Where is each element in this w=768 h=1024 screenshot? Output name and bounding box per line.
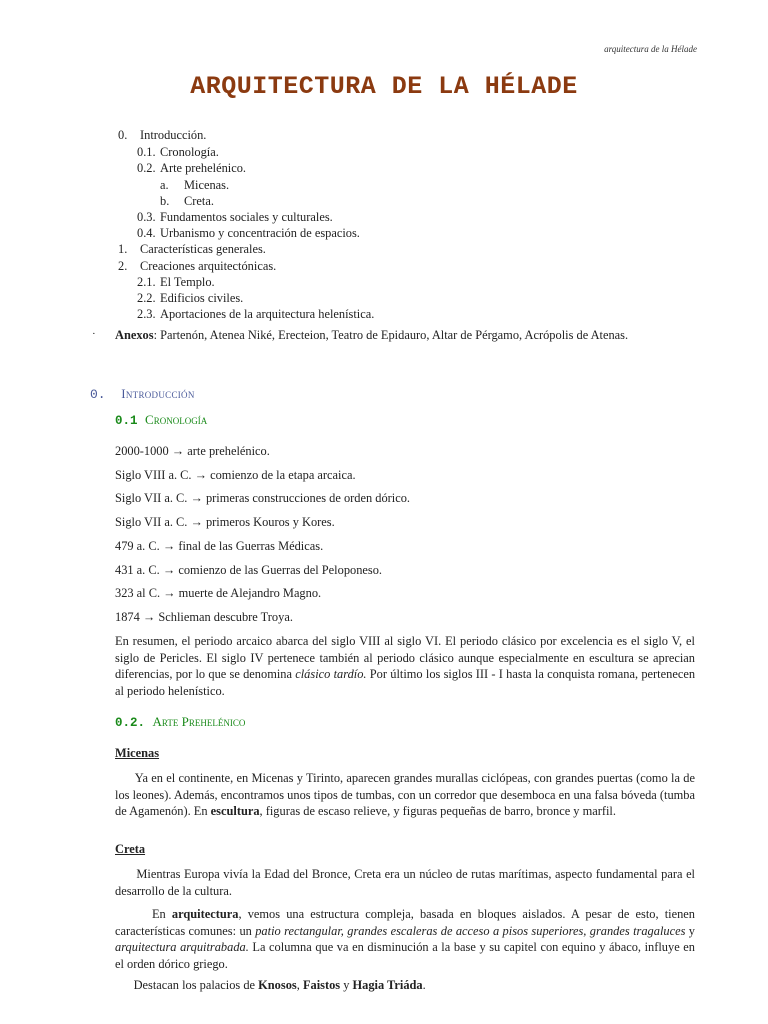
toc-text: Fundamentos sociales y culturales. (160, 210, 333, 224)
section-number: 0. (90, 387, 106, 402)
toc-number: 0.2. (137, 161, 156, 175)
creta-text: y (685, 923, 695, 938)
toc-text: Edificios civiles. (160, 291, 244, 305)
toc-item (118, 241, 266, 257)
running-header: arquitectura de la Hélade (604, 44, 697, 54)
subsection-number: 0.2. (115, 716, 146, 730)
subsection-heading-arte-prehelenico (115, 714, 245, 730)
toc-number: 2. (118, 259, 128, 273)
subsection-title: Cronología (145, 412, 208, 427)
annex-label: Anexos (115, 328, 154, 342)
toc-item (137, 290, 243, 306)
subsection-title: Arte Prehelénico (152, 714, 246, 729)
toc-number: 0.4. (137, 226, 156, 240)
chronology-item: Siglo VIII a. C. → comienzo de la etapa arcaica. (115, 468, 356, 482)
summary-paragraph (115, 633, 695, 699)
toc-text: Introducción. (140, 128, 207, 142)
toc-item (137, 144, 219, 160)
toc-item (137, 209, 333, 225)
toc-text: El Templo. (160, 275, 215, 289)
toc-text: Arte prehelénico. (160, 161, 247, 175)
creta-text: , vemos una estructura compleja, basada en bloques aislados. A pesar de esto, tienen características comunes: un (115, 907, 695, 938)
subsection-heading-cronologia (115, 412, 207, 428)
toc-number: 0.1. (137, 145, 156, 159)
toc-item (118, 127, 206, 143)
creta-emphasis: arquitectura arquitrabada. (115, 940, 249, 954)
creta-text: Destacan los palacios de (133, 978, 259, 992)
micenas-text: , figuras de escaso relieve, y figuras pequeñas de barro, bronce y marfil. (259, 804, 616, 818)
toc-text: Aportaciones de la arquitectura helenística. (160, 307, 375, 321)
summary-text: Por último los siglos III - I hasta la conquista romana, pertenecen al periodo helenístico. (115, 667, 696, 698)
toc-number: 1. (118, 242, 128, 256)
toc-item (118, 258, 276, 274)
heading-creta: Creta (115, 842, 146, 856)
micenas-text: Ya en el continente, en Micenas y Tirinto, aparecen grandes murallas ciclópeas, con grandes puertas (como la de los leones). Además, encontramos unos tipos de tumbas, con un corredor que desemboca en una falsa bóveda (tumba de Agamenón). En (115, 771, 695, 818)
toc-item (137, 306, 374, 322)
section-title: Introducción (121, 386, 195, 401)
toc-text: Cronología. (160, 145, 219, 159)
toc-number: 0.3. (137, 210, 156, 224)
creta-text: Mientras Europa vivía la Edad del Bronce, Creta era un núcleo de rutas marítimas, aspecto fundamental para el desarrollo de la cultura. (115, 867, 696, 898)
creta-emphasis: patio rectangular, grandes escaleras de acceso a pisos superiores, grandes tragaluces (255, 923, 686, 938)
creta-bold: arquitectura (171, 907, 239, 921)
palace-name: Knosos (258, 978, 297, 992)
toc-number: 2.1. (137, 275, 156, 289)
micenas-bold: escultura (210, 804, 260, 818)
palace-name: Faistos (302, 978, 341, 992)
toc-text: Creaciones arquitectónicas. (140, 259, 277, 273)
toc-text: Urbanismo y concentración de espacios. (160, 226, 360, 240)
toc-item (137, 160, 246, 176)
toc-number: 2.2. (137, 291, 156, 305)
chronology-item: 323 al C. → muerte de Alejandro Magno. (115, 586, 322, 600)
toc-item (160, 193, 214, 209)
toc-number: 2.3. (137, 307, 156, 321)
summary-text: En resumen, el periodo arcaico abarca del siglo VIII al siglo VI. El periodo clásico por excelencia es el siglo V, el siglo de Pericles. El siglo IV pertenece también al periodo clásico aunque especialmente en escultura se aprecian diferencias, por lo que se denomina (115, 634, 695, 681)
summary-emphasis: clásico tardío. (295, 667, 367, 681)
creta-paragraph-1 (115, 866, 695, 899)
toc-number: 0. (118, 128, 128, 142)
heading-micenas: Micenas (115, 746, 160, 760)
annex-paragraph (115, 327, 695, 344)
creta-text: . (422, 978, 426, 992)
creta-text: La columna que va en disminución a la base y su capitel con equino y ábaco, influye en el orden dórico griego. (115, 940, 695, 971)
annex-text: : Partenón, Atenea Niké, Erecteion, Teatro de Epidauro, Altar de Pérgamo, Acrópolis de Atenas. (153, 328, 629, 342)
toc-item (137, 225, 360, 241)
chronology-item: 1874 → Schlieman descubre Troya. (115, 610, 293, 624)
chronology-item: Siglo VII a. C. → primeros Kouros y Kores. (115, 515, 335, 529)
creta-text: , (296, 978, 303, 992)
chronology-item: 2000-1000 → arte prehelénico. (115, 444, 270, 458)
section-heading-introduccion (90, 386, 195, 402)
bullet-icon: · (92, 328, 96, 340)
micenas-paragraph (115, 770, 695, 820)
creta-paragraph-3 (115, 977, 695, 994)
chronology-item: 431 a. C. → comienzo de las Guerras del Peloponeso. (115, 563, 383, 577)
toc-number: a. (160, 178, 169, 192)
toc-number: b. (160, 194, 170, 208)
toc-text: Micenas. (184, 178, 230, 192)
toc-text: Características generales. (140, 242, 266, 256)
creta-paragraph-2 (115, 906, 695, 972)
subsection-number: 0.1 (115, 414, 138, 428)
document-title: ARQUITECTURA DE LA HÉLADE (190, 72, 578, 101)
toc-item (137, 274, 215, 290)
chronology-item: Siglo VII a. C. → primeras construcciones de orden dórico. (115, 491, 411, 505)
creta-text: y (340, 978, 353, 992)
palace-name: Hagia Triáda (352, 978, 423, 992)
chronology-item: 479 a. C. → final de las Guerras Médicas. (115, 539, 324, 553)
creta-text: En (151, 907, 172, 921)
toc-item (160, 177, 229, 193)
toc-text: Creta. (184, 194, 214, 208)
